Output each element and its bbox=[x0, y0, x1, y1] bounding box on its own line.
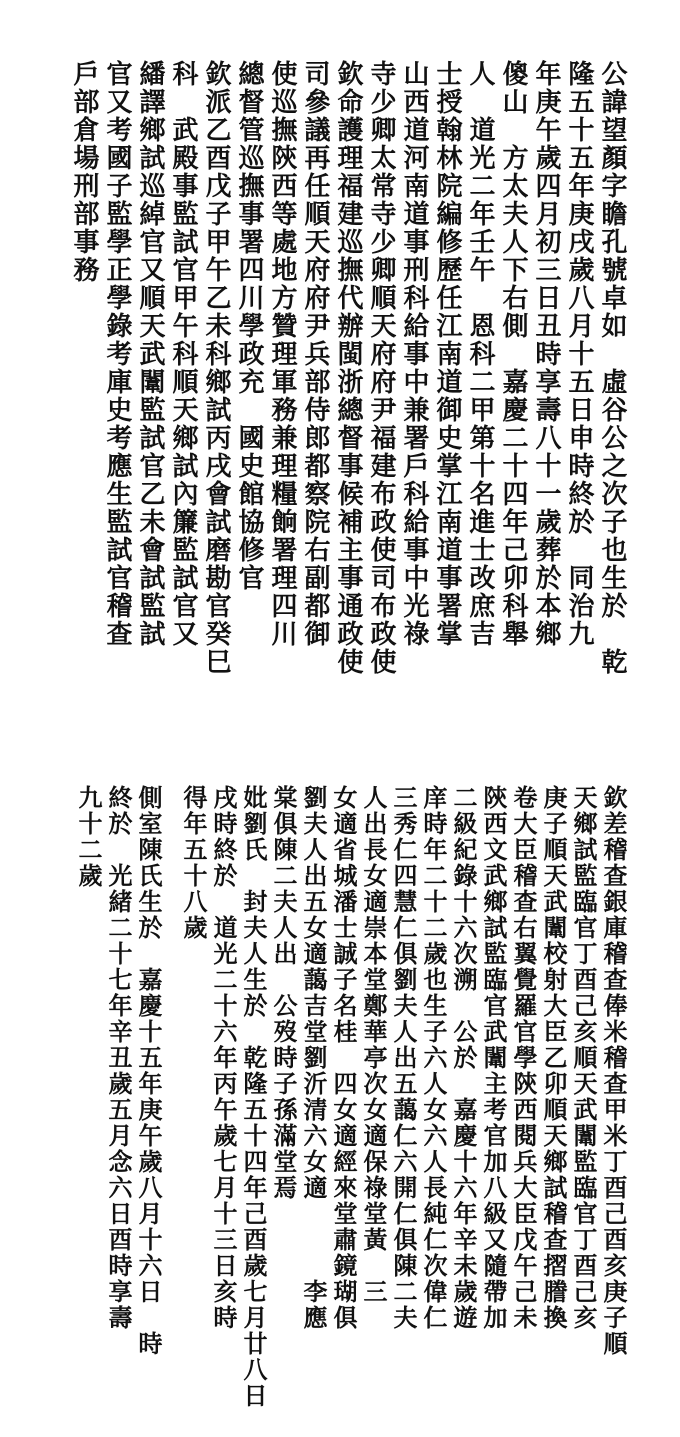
bottom-text-column: 三秀仁四慧仁俱劉夫人出五藹仁六開仁俱陳二夫 bbox=[389, 785, 418, 1331]
bottom-text-column: 戌時終於 道光二十六年丙午歲七月十三日亥時 bbox=[209, 785, 238, 1331]
bottom-text-column: 欽差稽查銀庫稽查俸米稽查甲米丁酉己酉亥庚子順 bbox=[599, 785, 628, 1357]
bottom-text-column: 庠時年二十二歲也生子六人女六人長純仁次偉仁 bbox=[419, 785, 448, 1331]
bottom-text-column: 人出長女適崇本堂鄭華亭次女適保祿堂黃 三 bbox=[359, 785, 388, 1305]
top-text-column: 公諱望顏字瞻孔號卓如 虛谷公之次子也生於 乾 bbox=[597, 60, 627, 676]
bottom-text-column: 得年五十八歲 bbox=[179, 785, 208, 941]
top-text-column: 繙譯鄉試巡綽官又順天武闈監試官乙未會試監試 bbox=[135, 60, 165, 648]
top-text-column: 戶部倉場刑部事務 bbox=[69, 60, 99, 284]
bottom-text-column: 卷大臣稽查右翼覺羅官學陝西閱兵大臣戊午己未 bbox=[509, 785, 538, 1331]
bottom-text-column: 二級紀錄十六次溯 公於 嘉慶十六年辛未歲遊 bbox=[449, 785, 478, 1331]
bottom-text-column: 女適省城潘士誠子名桂 四女適經來堂肅鏡瑚俱 bbox=[329, 785, 358, 1331]
bottom-text-column: 側室陳氏生於 嘉慶十五年庚午歲八月十六日 時 bbox=[134, 785, 163, 1357]
top-text-column: 司參議再任順天府府尹兵部侍郎都察院右副都御 bbox=[300, 60, 330, 648]
top-text-column: 人 道光二年壬午 恩科二甲第十名進士改庶吉 bbox=[465, 60, 495, 648]
bottom-text-column: 陝西文武鄉試監臨官武闈主考官加八級又隨帶加 bbox=[479, 785, 508, 1331]
top-text-column: 欽派乙酉戊子甲午乙未科鄉試丙戌會試磨勘官癸巳 bbox=[201, 60, 231, 676]
bottom-text-column: 棠俱陳二夫人出 公歿時子孫滿堂焉 bbox=[269, 785, 298, 1201]
bottom-text-column: 天鄉試監臨官丁酉己亥順天武闈監臨官丁酉己亥 bbox=[569, 785, 598, 1331]
bottom-text-column: 庚子順天武闈校射大臣乙卯順天鄉試稽查摺謄換 bbox=[539, 785, 568, 1331]
top-text-column: 總督管巡撫事署四川學政充 國史館協修官 bbox=[234, 60, 264, 592]
bottom-text-column: 九十二歲 bbox=[74, 785, 103, 889]
top-text-column: 士授翰林院編修歷任江南道御史掌江南道事署掌 bbox=[432, 60, 462, 648]
bottom-text-column: 終於 光緒二十七年辛丑歲五月念六日酉時享壽 bbox=[104, 785, 133, 1331]
top-text-column: 欽命護理福建巡撫代辦閩浙總督事候補主事通政使 bbox=[333, 60, 363, 676]
bottom-text-column: 劉夫人出五女適藹吉堂劉沂清六女適 李應 bbox=[299, 785, 328, 1331]
top-text-column: 科 武殿事監試官甲午科順天鄉試內簾監試官又 bbox=[168, 60, 198, 648]
top-text-column: 年庚午歲四月初三日丑時享壽八十一歲葬於本鄉 bbox=[531, 60, 561, 648]
top-text-column: 山西道河南道事刑科給事中兼署戶科給事中光祿 bbox=[399, 60, 429, 648]
top-text-column: 傻山 方太夫人下右側 嘉慶二十四年己卯科舉 bbox=[498, 60, 528, 648]
top-text-column: 寺少卿太常寺少卿順天府府尹福建布政使司布政使 bbox=[366, 60, 396, 676]
top-text-column: 官又考國子監學正學錄考庫史考應生監試官稽查 bbox=[102, 60, 132, 648]
bottom-text-column: 妣劉氏 封夫人生於 乾隆五十四年己酉歲七月廿八日 bbox=[239, 785, 268, 1409]
top-text-column: 隆五十五年庚戌歲八月十五日申時終於 同治九 bbox=[564, 60, 594, 648]
top-text-column: 使巡撫陝西等處地方贊理軍務兼理糧餉署理四川 bbox=[267, 60, 297, 648]
